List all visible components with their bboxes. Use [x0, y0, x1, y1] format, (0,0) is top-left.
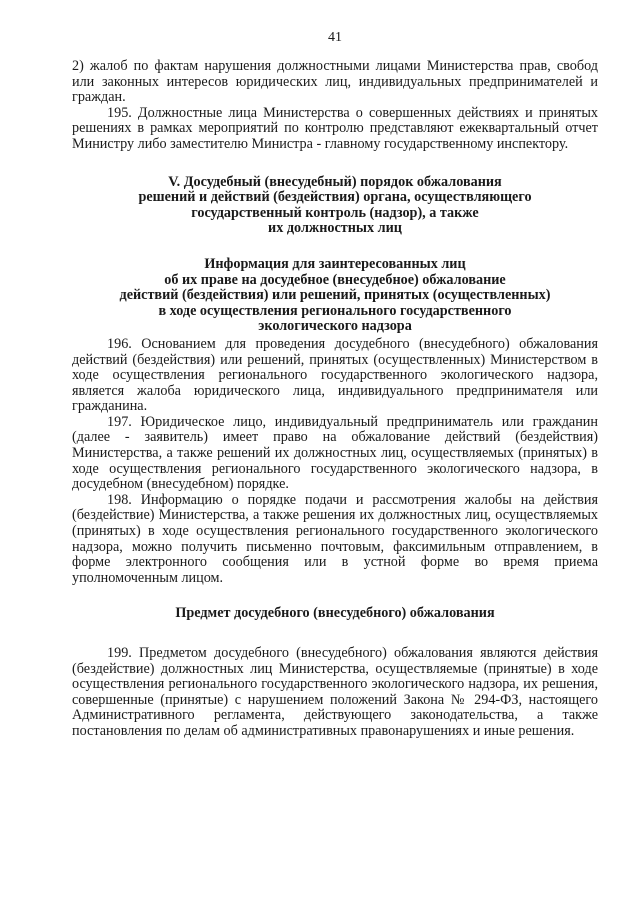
info-subheading	[72, 257, 598, 335]
paragraph-198: 198. Информацию о порядке подачи и рассмотрения жалобы на действия (бездействие) Министерства, а также решения их должностных лиц, осуществляемых (принятых) в ходе осуществления регионального государственного экологического надзора, можно получить письменно почтовым, факсимильным отправлением, в форме электронного сообщения или в устной форме во время приема уполномоченным лицом.	[72, 491, 598, 586]
info-subheading-line: действий (бездействия) или решений, принятых (осуществленных)	[119, 287, 551, 304]
section-v-heading-line: их должностных лиц	[268, 220, 402, 237]
info-subheading-line: экологического надзора	[258, 318, 412, 335]
paragraph-complaints-item-2: 2) жалоб по фактам нарушения должностными лицами Министерства прав, свобод или законных интересов юридических лиц, индивидуальных предпринимателей и граждан.	[72, 58, 598, 106]
paragraph-195: 195. Должностные лица Министерства о совершенных действиях и принятых решениях в рамках мероприятий по контролю представляют ежеквартальный отчет Министру либо заместителю Министра - главному государственному инспектору.	[72, 104, 598, 152]
paragraph-197: 197. Юридическое лицо, индивидуальный предприниматель или гражданин (далее - заявитель) имеет право на обжалование действий (бездействия) Министерства, а также решений их должностных лиц, осуществляемых (принятых) в ходе осуществления регионального государственного экологического надзора, в досудебном (внесудебном) порядке.	[72, 413, 598, 493]
info-subheading-line: об их праве на досудебное (внесудебное) обжалование	[164, 271, 506, 288]
section-v-heading-line: государственный контроль (надзор), а также	[191, 204, 479, 221]
paragraph-196: 196. Основанием для проведения досудебного (внесудебного) обжалования действий (бездействия) или решений, принятых (осуществленных) Министерством в ходе осуществления регионального государственного экологического надзора, является жалоба юридического лица, индивидуального предпринимателя или гражданина.	[72, 335, 598, 415]
subject-subheading: Предмет досудебного (внесудебного) обжалования	[175, 605, 495, 622]
section-v-heading-line: V. Досудебный (внесудебный) порядок обжалования	[168, 173, 502, 190]
section-v-heading-line: решений и действий (бездействия) органа, осуществляющего	[138, 189, 532, 206]
page-number: 41	[328, 30, 342, 45]
info-subheading-line: в ходе осуществления регионального государственного	[158, 302, 512, 319]
paragraph-199: 199. Предметом досудебного (внесудебного) обжалования являются действия (бездействие) должностных лиц Министерства, осуществляемые (принятые) в ходе осуществления регионального государственного экологического надзора, их решения, совершенные (принятые) с нарушением положений Закона № 294-ФЗ, настоящего Административного регламента, действующего законодательства, а также постановления по делам об административных правонарушениях и иные решения.	[72, 645, 598, 739]
info-subheading-line: Информация для заинтересованных лиц	[204, 255, 466, 272]
section-v-heading	[72, 175, 598, 237]
